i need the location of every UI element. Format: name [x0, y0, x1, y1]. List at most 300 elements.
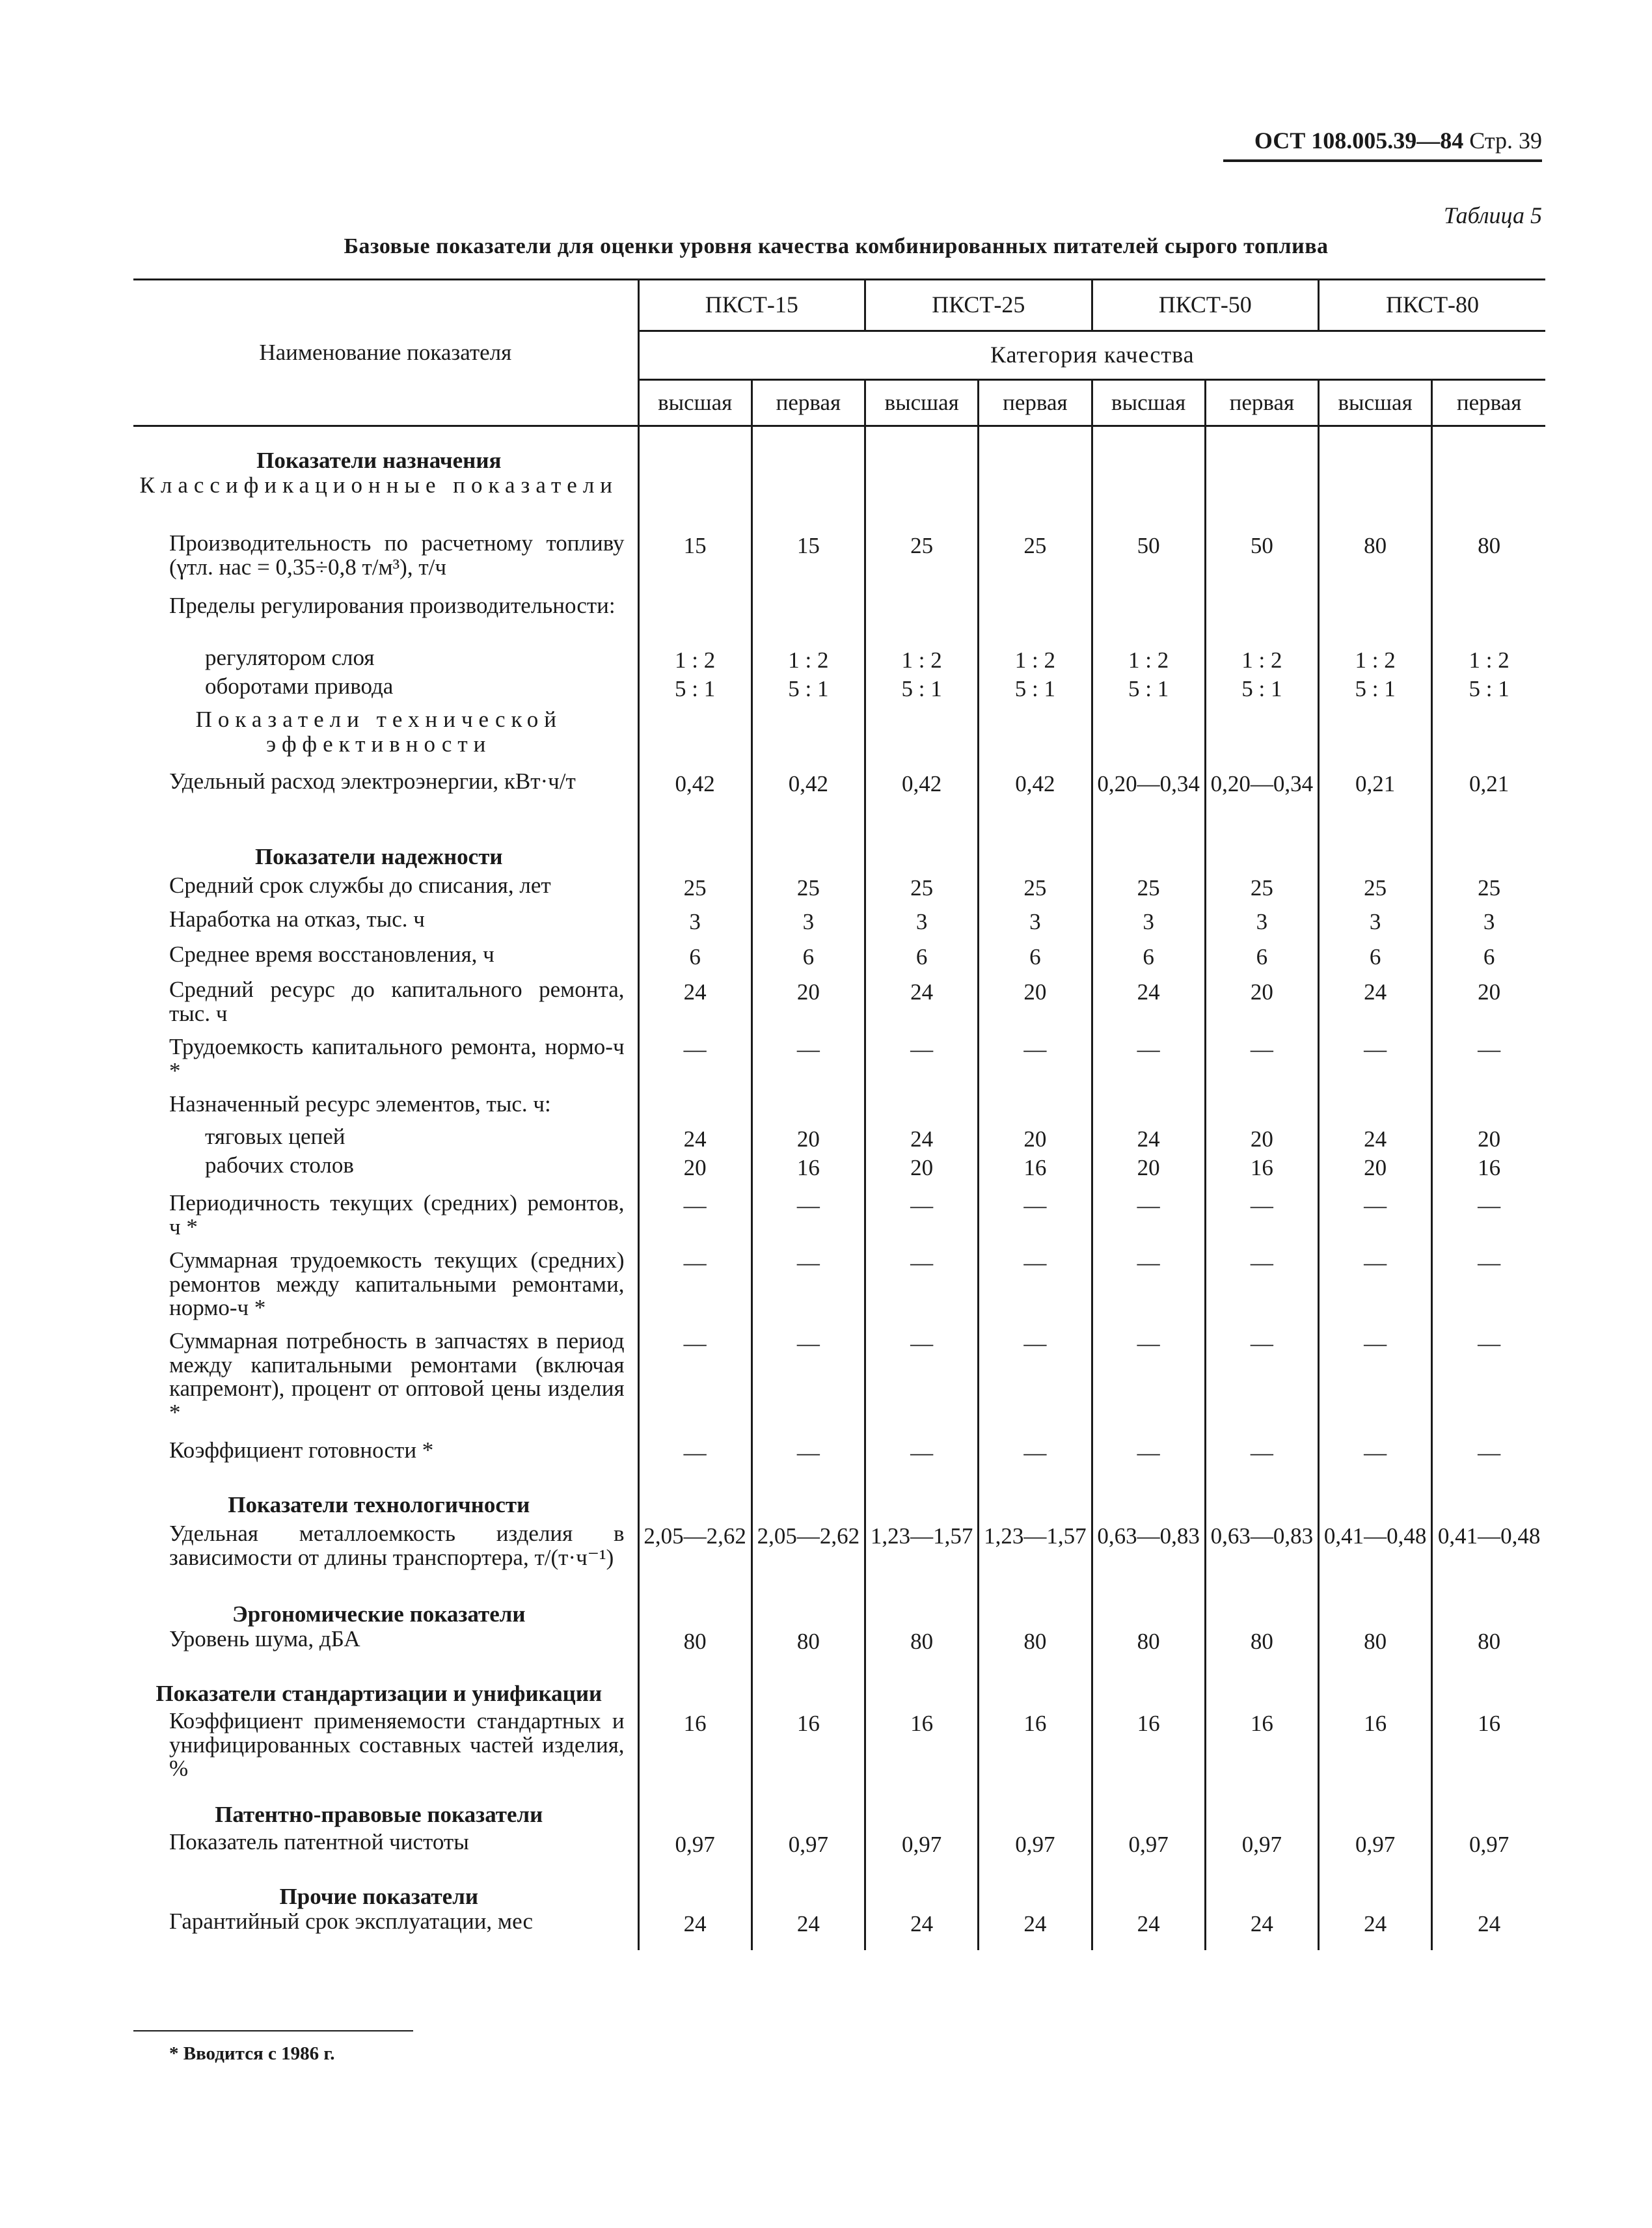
value-cell [638, 473, 752, 532]
value-cell: 24 [638, 1910, 752, 1950]
value-cell [638, 1872, 752, 1910]
indicators-table [133, 278, 1545, 1950]
value-cell: 5 : 1 [638, 675, 752, 707]
value-cell [638, 426, 752, 473]
section-heading: Эргономические показатели [232, 1601, 526, 1627]
value-cell [865, 1669, 979, 1709]
value-cell: — [638, 1191, 752, 1249]
table-row [133, 473, 1545, 532]
value-cell [752, 473, 865, 532]
table-row [133, 874, 1545, 908]
value-cell: 6 [979, 943, 1092, 978]
table-row [133, 1627, 1545, 1669]
value-cell: 1 : 2 [1319, 646, 1432, 675]
section-heading: Патентно-правовые показатели [215, 1801, 543, 1827]
value-cell [1432, 832, 1545, 874]
indicator-name: Удельный расход электроэнергии, кВт·ч/т [169, 768, 576, 794]
value-cell: — [1319, 1329, 1432, 1439]
value-cell [1319, 1480, 1432, 1522]
indicator-name: Уровень шума, дБА [169, 1625, 360, 1651]
table-row [133, 1669, 1545, 1709]
value-cell: 5 : 1 [1432, 675, 1545, 707]
value-cell [638, 1669, 752, 1709]
name-cell [133, 1125, 638, 1154]
value-cell [1092, 473, 1205, 532]
value-cell: 0,97 [752, 1830, 865, 1872]
value-cell: 5 : 1 [752, 675, 865, 707]
value-cell: 0,97 [1432, 1830, 1545, 1872]
value-cell [752, 1790, 865, 1830]
value-cell: 0,42 [979, 770, 1092, 832]
table-row [133, 832, 1545, 874]
indicator-name: Удельная металлоемкость изделия в зависимости от длины транспортера, т/(т·ч⁻¹) [169, 1520, 625, 1570]
value-cell: 16 [1092, 1709, 1205, 1790]
indicator-name: Показатель патентной чистоты [169, 1828, 469, 1854]
value-cell [638, 1093, 752, 1125]
value-cell [1432, 707, 1545, 770]
value-cell: 1,23—1,57 [979, 1522, 1092, 1590]
value-cell: 24 [865, 978, 979, 1035]
table-row [133, 1329, 1545, 1439]
value-cell [865, 1590, 979, 1627]
name-cell [133, 770, 638, 832]
value-cell: 24 [979, 1910, 1092, 1950]
table-title: Базовые показатели для оценки уровня качества комбинированных питателей сырого топлива [344, 234, 1329, 258]
value-cell: 6 [638, 943, 752, 978]
value-cell: 16 [1319, 1709, 1432, 1790]
value-cell: 3 [752, 908, 865, 943]
value-cell: — [979, 1191, 1092, 1249]
value-cell [979, 1480, 1092, 1522]
value-cell: 0,63—0,83 [1092, 1522, 1205, 1590]
table-row [133, 675, 1545, 707]
value-cell [752, 707, 865, 770]
name-cell [133, 1439, 638, 1480]
value-cell: — [752, 1329, 865, 1439]
value-cell: — [752, 1035, 865, 1093]
category-label: первая [1205, 380, 1318, 426]
table-row [133, 1249, 1545, 1329]
model-header: ПКСТ-50 [1092, 280, 1318, 331]
indicator-name: рабочих столов [205, 1152, 354, 1178]
value-cell: 25 [979, 532, 1092, 594]
section-heading: Показатели стандартизации и унификации [156, 1680, 603, 1706]
value-cell: 0,21 [1319, 770, 1432, 832]
value-cell: 24 [1092, 1125, 1205, 1154]
indicator-name: Коэффициент применяемости стандартных и унифицированных составных частей изделия, % [169, 1707, 625, 1782]
value-cell: 0,42 [638, 770, 752, 832]
value-cell [865, 1790, 979, 1830]
table-row [133, 426, 1545, 473]
category-label: первая [1432, 380, 1545, 426]
category-header: Категория качества [638, 331, 1545, 380]
value-cell [1092, 1480, 1205, 1522]
name-cell [133, 943, 638, 978]
value-cell: 16 [865, 1709, 979, 1790]
value-cell: 0,97 [979, 1830, 1092, 1872]
value-cell [1432, 1480, 1545, 1522]
table-row [133, 770, 1545, 832]
table-row [133, 1191, 1545, 1249]
value-cell: — [1205, 1035, 1318, 1093]
value-cell: 80 [1205, 1627, 1318, 1669]
value-cell [865, 1093, 979, 1125]
name-cell [133, 1093, 638, 1125]
value-cell: 3 [1319, 908, 1432, 943]
value-cell [1205, 594, 1318, 646]
value-cell: 80 [1432, 532, 1545, 594]
name-cell [133, 908, 638, 943]
value-cell: 24 [1319, 1910, 1432, 1950]
value-cell: 25 [865, 874, 979, 908]
value-cell: 16 [1205, 1709, 1318, 1790]
value-cell: 1 : 2 [979, 646, 1092, 675]
value-cell: 80 [752, 1627, 865, 1669]
value-cell [1092, 1590, 1205, 1627]
value-cell [638, 832, 752, 874]
value-cell [1319, 1872, 1432, 1910]
value-cell: 0,42 [865, 770, 979, 832]
value-cell: 15 [638, 532, 752, 594]
value-cell: — [1432, 1329, 1545, 1439]
value-cell: — [752, 1249, 865, 1329]
value-cell: 5 : 1 [865, 675, 979, 707]
value-cell [752, 1093, 865, 1125]
value-cell [638, 1790, 752, 1830]
value-cell [752, 832, 865, 874]
value-cell [1092, 832, 1205, 874]
value-cell [865, 707, 979, 770]
value-cell: 6 [865, 943, 979, 978]
value-cell: 24 [1319, 1125, 1432, 1154]
value-cell [1205, 707, 1318, 770]
value-cell [865, 832, 979, 874]
value-cell [1092, 1093, 1205, 1125]
value-cell: 16 [752, 1154, 865, 1191]
indicator-name: Средний срок службы до списания, лет [169, 872, 551, 898]
value-cell: 25 [752, 874, 865, 908]
category-label: высшая [638, 380, 752, 426]
value-cell: 25 [1432, 874, 1545, 908]
value-cell: 16 [1205, 1154, 1318, 1191]
value-cell: 6 [1092, 943, 1205, 978]
value-cell: — [865, 1439, 979, 1480]
value-cell: 24 [865, 1910, 979, 1950]
value-cell [1319, 832, 1432, 874]
value-cell: 0,97 [1319, 1830, 1432, 1872]
value-cell [638, 594, 752, 646]
value-cell [865, 426, 979, 473]
value-cell: 0,42 [752, 770, 865, 832]
value-cell [1092, 1872, 1205, 1910]
value-cell [979, 594, 1092, 646]
value-cell [638, 1480, 752, 1522]
value-cell: — [752, 1191, 865, 1249]
value-cell [979, 707, 1092, 770]
value-cell: 1 : 2 [1092, 646, 1205, 675]
value-cell: 20 [1319, 1154, 1432, 1191]
value-cell: 16 [1432, 1709, 1545, 1790]
value-cell: — [1432, 1249, 1545, 1329]
value-cell: 0,20—0,34 [1205, 770, 1318, 832]
value-cell [1205, 1790, 1318, 1830]
table-row [133, 1439, 1545, 1480]
value-cell: 0,97 [1205, 1830, 1318, 1872]
category-label: высшая [1092, 380, 1205, 426]
value-cell: — [1092, 1439, 1205, 1480]
value-cell: 80 [1092, 1627, 1205, 1669]
value-cell: 16 [752, 1709, 865, 1790]
value-cell: — [1432, 1439, 1545, 1480]
name-cell [133, 1910, 638, 1950]
value-cell: 24 [1092, 1910, 1205, 1950]
value-cell: — [979, 1035, 1092, 1093]
table-row [133, 908, 1545, 943]
value-cell: 80 [865, 1627, 979, 1669]
name-cell [133, 1627, 638, 1669]
footnote-rule [133, 2030, 413, 2031]
value-cell: — [865, 1035, 979, 1093]
table-row [133, 1522, 1545, 1590]
value-cell: 20 [865, 1154, 979, 1191]
value-cell: 25 [1319, 874, 1432, 908]
value-cell: 25 [979, 874, 1092, 908]
value-cell [979, 426, 1092, 473]
name-cell [133, 532, 638, 594]
name-cell [133, 1590, 638, 1627]
table-row [133, 1910, 1545, 1950]
subsection-heading: Показатели технической эффективности [195, 706, 562, 757]
value-cell: 0,41—0,48 [1319, 1522, 1432, 1590]
value-cell: — [1092, 1035, 1205, 1093]
value-cell: 50 [1092, 532, 1205, 594]
section-heading: Показатели технологичности [228, 1491, 530, 1517]
value-cell [1092, 1669, 1205, 1709]
value-cell: 20 [1205, 978, 1318, 1035]
indicator-name: Средний ресурс до капитального ремонта, тыс. ч [169, 976, 625, 1026]
value-cell: — [1092, 1329, 1205, 1439]
table-row [133, 943, 1545, 978]
value-cell: 20 [979, 1125, 1092, 1154]
name-cell [133, 1522, 638, 1590]
name-cell [133, 1830, 638, 1872]
value-cell: — [1432, 1191, 1545, 1249]
name-cell [133, 675, 638, 707]
name-cell [133, 1329, 638, 1439]
name-cell [133, 1154, 638, 1191]
value-cell: — [1319, 1249, 1432, 1329]
model-header: ПКСТ-15 [638, 280, 865, 331]
indicator-name: регулятором слоя [205, 644, 375, 670]
table-row [133, 646, 1545, 675]
value-cell [1092, 1790, 1205, 1830]
value-cell [1432, 1872, 1545, 1910]
value-cell: 24 [638, 1125, 752, 1154]
value-cell: — [1205, 1191, 1318, 1249]
name-column-header: Наименование показателя [133, 280, 638, 426]
value-cell [1432, 1790, 1545, 1830]
value-cell: 6 [1319, 943, 1432, 978]
section-heading: Показатели надежности [254, 843, 503, 869]
value-cell: 20 [1432, 978, 1545, 1035]
section-heading: Прочие показатели [279, 1883, 478, 1909]
value-cell: 1 : 2 [752, 646, 865, 675]
indicator-name: оборотами привода [205, 673, 394, 699]
name-cell [133, 978, 638, 1035]
table-row [133, 1830, 1545, 1872]
value-cell [1092, 707, 1205, 770]
indicator-name: Наработка на отказ, тыс. ч [169, 906, 425, 932]
value-cell: — [865, 1249, 979, 1329]
value-cell [1319, 707, 1432, 770]
value-cell [752, 594, 865, 646]
value-cell: 0,41—0,48 [1432, 1522, 1545, 1590]
value-cell: 6 [1205, 943, 1318, 978]
value-cell [1432, 1590, 1545, 1627]
name-cell [133, 1790, 638, 1830]
value-cell: 25 [865, 532, 979, 594]
value-cell: — [638, 1249, 752, 1329]
value-cell [865, 1480, 979, 1522]
table-row [133, 978, 1545, 1035]
table-row [133, 707, 1545, 770]
indicator-name: Среднее время восстановления, ч [169, 941, 494, 967]
value-cell: 80 [979, 1627, 1092, 1669]
document-code: ОСТ 108.005.39—84 [1254, 128, 1464, 154]
value-cell [752, 1872, 865, 1910]
value-cell: 0,21 [1432, 770, 1545, 832]
value-cell: — [979, 1249, 1092, 1329]
value-cell: 0,20—0,34 [1092, 770, 1205, 832]
value-cell: 24 [1205, 1910, 1318, 1950]
value-cell: 3 [638, 908, 752, 943]
value-cell [1319, 1790, 1432, 1830]
value-cell: 1 : 2 [638, 646, 752, 675]
indicator-name: Периодичность текущих (средних) ремонтов, ч * [169, 1189, 625, 1240]
value-cell: 3 [979, 908, 1092, 943]
value-cell [752, 1669, 865, 1709]
value-cell: 5 : 1 [979, 675, 1092, 707]
value-cell [752, 1590, 865, 1627]
value-cell [1432, 1093, 1545, 1125]
value-cell [1432, 426, 1545, 473]
name-cell [133, 1872, 638, 1910]
value-cell: 0,97 [1092, 1830, 1205, 1872]
value-cell [979, 1093, 1092, 1125]
name-cell [133, 1709, 638, 1790]
value-cell [1205, 1093, 1318, 1125]
name-cell [133, 426, 638, 473]
table-row [133, 1035, 1545, 1093]
value-cell [979, 832, 1092, 874]
table-row [133, 1125, 1545, 1154]
value-cell: 25 [1205, 874, 1318, 908]
value-cell [638, 1590, 752, 1627]
indicator-name: Пределы регулирования производительности: [169, 592, 616, 618]
table-row [133, 1709, 1545, 1790]
value-cell [979, 1590, 1092, 1627]
value-cell [1432, 594, 1545, 646]
value-cell [1205, 1480, 1318, 1522]
value-cell: — [638, 1329, 752, 1439]
value-cell: — [979, 1329, 1092, 1439]
footnote: * Вводится с 1986 г. [169, 2043, 335, 2064]
value-cell: 3 [865, 908, 979, 943]
value-cell: 24 [1092, 978, 1205, 1035]
value-cell: — [865, 1329, 979, 1439]
value-cell: 5 : 1 [1319, 675, 1432, 707]
indicator-name: Производительность по расчетному топливу (γтл. нас = 0,35÷0,8 т/м³), т/ч [169, 530, 625, 580]
table-number: Таблица 5 [1443, 202, 1542, 228]
value-cell: 2,05—2,62 [752, 1522, 865, 1590]
name-cell [133, 1669, 638, 1709]
value-cell [865, 594, 979, 646]
value-cell: 25 [638, 874, 752, 908]
value-cell: 16 [638, 1709, 752, 1790]
indicator-name: тяговых цепей [205, 1123, 345, 1149]
value-cell: 80 [1319, 532, 1432, 594]
value-cell [1432, 1669, 1545, 1709]
value-cell [752, 1480, 865, 1522]
table-row [133, 1480, 1545, 1522]
value-cell: 20 [638, 1154, 752, 1191]
value-cell: — [1205, 1329, 1318, 1439]
indicator-name: Коэффициент готовности * [169, 1437, 434, 1463]
header-rule [1223, 159, 1542, 162]
page-number: Стр. 39 [1469, 128, 1542, 154]
table-row [133, 1093, 1545, 1125]
model-header: ПКСТ-25 [865, 280, 1092, 331]
value-cell: — [1319, 1439, 1432, 1480]
value-cell: 80 [1319, 1627, 1432, 1669]
table-row [133, 1790, 1545, 1830]
value-cell: 6 [1432, 943, 1545, 978]
name-cell [133, 1249, 638, 1329]
indicator-name: Суммарная потребность в запчастях в период между капитальными ремонтами (включая капремонт), процент от оптовой цены изделия * [169, 1327, 625, 1425]
value-cell: 16 [1432, 1154, 1545, 1191]
name-cell [133, 1480, 638, 1522]
value-cell: 24 [752, 1910, 865, 1950]
value-cell [1319, 1093, 1432, 1125]
value-cell: — [1319, 1035, 1432, 1093]
value-cell: 0,97 [638, 1830, 752, 1872]
value-cell [1319, 426, 1432, 473]
value-cell [1205, 426, 1318, 473]
subsection-heading: Классификационные показатели [139, 472, 619, 498]
value-cell [1319, 1590, 1432, 1627]
value-cell: 1,23—1,57 [865, 1522, 979, 1590]
value-cell [865, 1872, 979, 1910]
value-cell: 3 [1432, 908, 1545, 943]
value-cell: — [1319, 1191, 1432, 1249]
value-cell: 0,63—0,83 [1205, 1522, 1318, 1590]
value-cell [1432, 473, 1545, 532]
value-cell: 24 [638, 978, 752, 1035]
value-cell [979, 1790, 1092, 1830]
value-cell: 5 : 1 [1205, 675, 1318, 707]
value-cell: 2,05—2,62 [638, 1522, 752, 1590]
value-cell: 6 [752, 943, 865, 978]
value-cell: 80 [1432, 1627, 1545, 1669]
table-row [133, 594, 1545, 646]
value-cell: — [1092, 1191, 1205, 1249]
value-cell: 25 [1092, 874, 1205, 908]
value-cell: — [1092, 1249, 1205, 1329]
value-cell: 20 [979, 978, 1092, 1035]
value-cell [1319, 594, 1432, 646]
value-cell [1205, 1872, 1318, 1910]
value-cell: 20 [1432, 1125, 1545, 1154]
